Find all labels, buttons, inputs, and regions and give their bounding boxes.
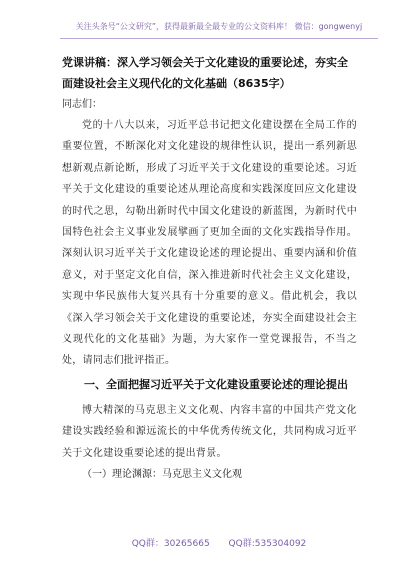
subsection-heading: （一）理论渊源：马克思主义文化观 — [82, 469, 242, 481]
intro-paragraph: 党的十八大以来，习近平总书记把文化建设摆在全局工作的重要位置，不断深化对文化建设的规律性认识，提出一系列新思想新观点新论断，形成了习近平关于文化建设的重要论述。习近平关于文化建设的重要论述从理论高度和实践深度回应文化建设的时代之思，勾勒出新时代中国文化建设的新蓝图，为新时代中国特色社会主义事业发展擘画了更加全面的文化实践指导作用。深刻认识习近平关于文化建设论述的理论提出、重要内涵和价值意义，对于坚定文化自信，深入推进新时代社会主义文化建设，实现中华民族伟大复兴具有十分重要的意义。借此机会，我以《深入学习领会关于文化建设的重要论述，夯实全面建设社会主义现代化的文化基础》为题，为大家作一堂党课报告，不当之处，请同志们批评指正。 — [62, 120, 357, 367]
header-note: 关注头条号“公文研究”，获得最新最全最专业的公文资料库！ 微信：gongwenyj — [75, 22, 363, 31]
footer-qq-group-2: QQ群:535304092 — [228, 539, 307, 549]
header-divider — [60, 38, 378, 39]
document-body — [62, 52, 357, 485]
section-heading: 一、全面把握习近平关于文化建设重要论述的理论提出 — [84, 377, 348, 391]
footer-qq-group-1: QQ群：30265665 — [131, 539, 210, 549]
document-title: 党课讲稿：深入学习领会关于文化建设的重要论述，夯实全面建设社会主义现代化的文化基础（8635字） — [62, 56, 348, 90]
greeting: 同志们： — [62, 99, 102, 110]
footer-contact — [60, 536, 378, 549]
section-paragraph: 博大精深的马克思主义文化观、内容丰富的中国共产党文化建设实践经验和源远流长的中华优秀传统文化，共同构成习近平关于文化建设重要论述的提出背景。 — [62, 404, 357, 459]
